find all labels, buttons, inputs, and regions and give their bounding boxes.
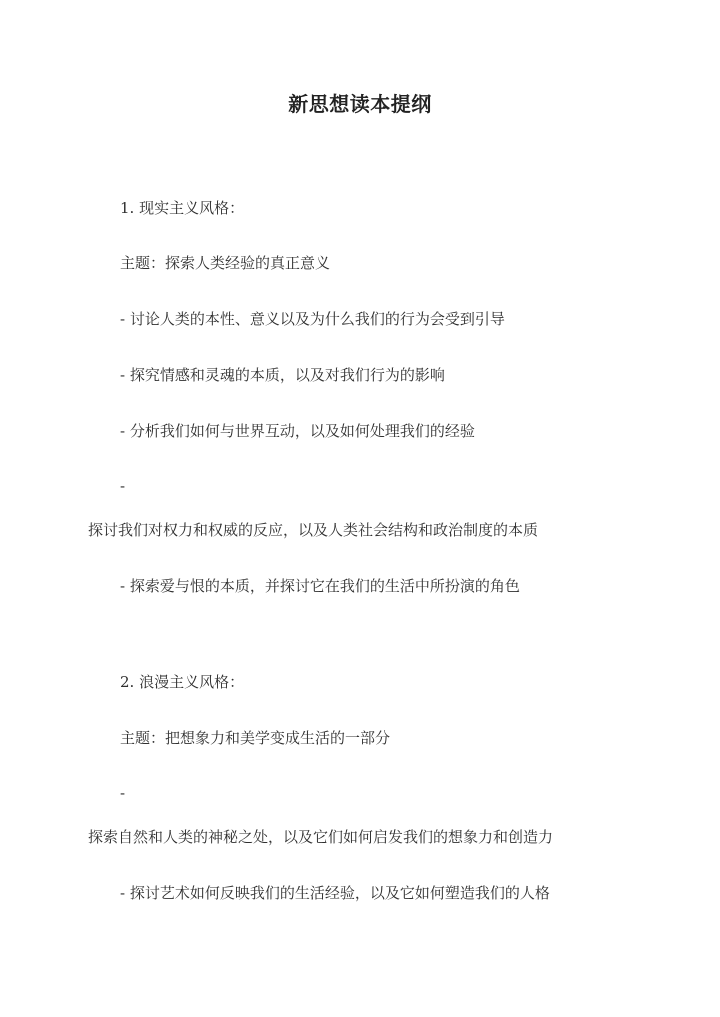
section-1-theme: 主题：探索人类经验的真正意义 [120, 254, 331, 272]
section-2-theme: 主题：把想象力和美学变成生活的一部分 [120, 729, 391, 747]
section-1-item-5: - 探索爱与恨的本质，并探讨它在我们的生活中所扮演的角色 [120, 577, 520, 595]
section-2-item-1-dash: - [120, 784, 126, 802]
section-1-item-4-text: 探讨我们对权力和权威的反应，以及人类社会结构和政治制度的本质 [88, 521, 539, 539]
section-2-item-2: - 探讨艺术如何反映我们的生活经验，以及它如何塑造我们的人格 [120, 884, 550, 902]
section-1-item-4-dash: - [120, 477, 126, 495]
document-title: 新思想读本提纲 [288, 92, 432, 116]
section-1-item-2: - 探究情感和灵魂的本质，以及对我们行为的影响 [120, 366, 445, 384]
section-2-heading: 2. 浪漫主义风格： [120, 673, 245, 691]
section-2-item-1-text: 探索自然和人类的神秘之处，以及它们如何启发我们的想象力和创造力 [88, 828, 554, 846]
section-1-item-1: - 讨论人类的本性、意义以及为什么我们的行为会受到引导 [120, 310, 505, 328]
section-1-item-3: - 分析我们如何与世界互动，以及如何处理我们的经验 [120, 422, 475, 440]
section-1-heading: 1. 现实主义风格： [120, 199, 245, 217]
